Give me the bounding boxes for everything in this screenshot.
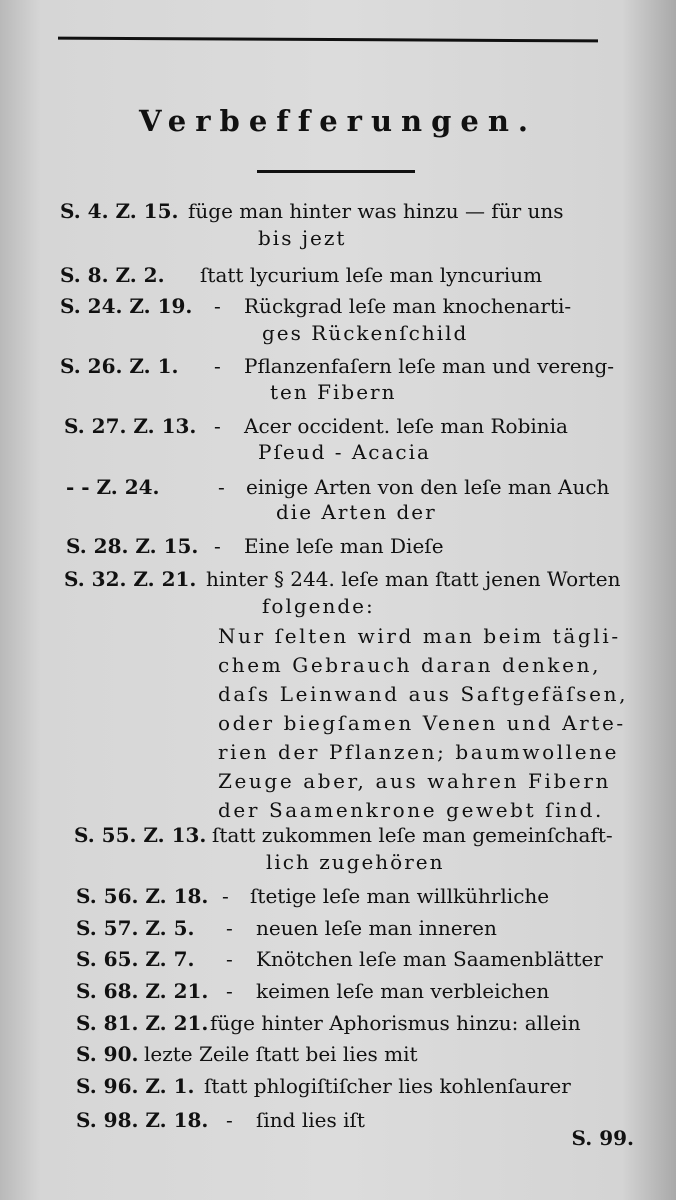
errata-ref: S. 57. Z. 5. (76, 916, 195, 940)
quote-line: der Saamenkrone gewebt ſind. (218, 798, 605, 822)
errata-ref: S. 24. Z. 19. (60, 294, 193, 318)
errata-ref: - - Z. 24. (66, 475, 160, 499)
quote-line: chem Gebrauch daran denken, (218, 653, 602, 677)
ditto-dash: - (218, 475, 225, 499)
errata-ref: S. 32. Z. 21. (64, 567, 197, 591)
errata-ref: S. 96. Z. 1. (76, 1074, 195, 1098)
ditto-dash: - (214, 414, 221, 438)
errata-text: ſtatt zukommen leſe man gemeinſchaft- (212, 823, 613, 847)
errata-ref: S. 27. Z. 13. (64, 414, 197, 438)
errata-ref: S. 26. Z. 1. (60, 354, 179, 378)
replacement-quote (218, 622, 628, 825)
ditto-dash: - (214, 354, 221, 378)
errata-ref: S. 28. Z. 15. (66, 534, 199, 558)
errata-text: Rückgrad leſe man knochenarti- (244, 294, 572, 318)
errata-continuation: lich zugehören (266, 850, 445, 874)
errata-text: füge man hinter was hinzu — für uns (188, 199, 564, 223)
ditto-dash: - (226, 979, 233, 1003)
errata-continuation: ges Rückenſchild (262, 321, 469, 345)
errata-continuation: bis jezt (258, 226, 347, 250)
errata-text: ſtatt phlogiſtiſcher lies kohlenſaurer (204, 1074, 571, 1098)
errata-ref: S. 4. Z. 15. (60, 199, 179, 223)
errata-text: neuen leſe man inneren (256, 916, 497, 940)
catchword: S. 99. (571, 1126, 634, 1150)
errata-text: ſtatt lycurium leſe man lyncurium (200, 263, 543, 287)
ditto-dash: - (214, 534, 221, 558)
errata-ref: S. 81. Z. 21. (76, 1011, 209, 1035)
errata-ref: S. 56. Z. 18. (76, 884, 209, 908)
top-rule (58, 37, 598, 43)
ditto-dash: - (226, 916, 233, 940)
quote-line: rien der Pflanzen; baumwollene (218, 740, 620, 764)
errata-text: Acer occident. leſe man Robinia (244, 414, 568, 438)
errata-text: ſtetige leſe man willkührliche (250, 884, 550, 908)
errata-ref: S. 65. Z. 7. (76, 947, 195, 971)
errata-continuation: die Arten der (276, 500, 437, 524)
page-title: Verbefferungen. (138, 104, 538, 138)
errata-text: lezte Zeile ſtatt bei lies mit (144, 1042, 418, 1066)
ditto-dash: - (226, 1108, 233, 1132)
ditto-dash: - (214, 294, 221, 318)
errata-text: Knötchen leſe man Saamenblätter (256, 947, 603, 971)
errata-continuation: ten Fibern (270, 380, 397, 404)
quote-line: oder biegſamen Venen und Arte- (218, 711, 626, 735)
errata-text: einige Arten von den leſe man Auch (246, 475, 610, 499)
ditto-dash: - (226, 947, 233, 971)
errata-text: füge hinter Aphorismus hinzu: allein (210, 1011, 581, 1035)
quote-line: Nur ſelten wird man beim tägli- (218, 624, 621, 648)
errata-ref: S. 90. (76, 1042, 139, 1066)
errata-ref: S. 8. Z. 2. (60, 263, 165, 287)
quote-line: Zeuge aber, aus wahren Fibern (218, 769, 611, 793)
errata-text: Pflanzenfaſern leſe man und vereng- (244, 354, 615, 378)
title-rule (257, 170, 415, 173)
errata-ref: S. 55. Z. 13. (74, 823, 207, 847)
errata-continuation: Pſeud - Acacia (258, 440, 431, 464)
errata-continuation: folgende: (262, 594, 375, 618)
errata-text: keimen leſe man verbleichen (256, 979, 550, 1003)
quote-line: daſs Leinwand aus Saftgefäſsen, (218, 682, 629, 706)
errata-ref: S. 68. Z. 21. (76, 979, 209, 1003)
errata-text: Eine leſe man Dieſe (244, 534, 444, 558)
errata-ref: S. 98. Z. 18. (76, 1108, 209, 1132)
errata-text: hinter § 244. leſe man ſtatt jenen Worten (206, 567, 621, 591)
errata-text: ſind lies iſt (256, 1108, 365, 1132)
ditto-dash: - (222, 884, 229, 908)
